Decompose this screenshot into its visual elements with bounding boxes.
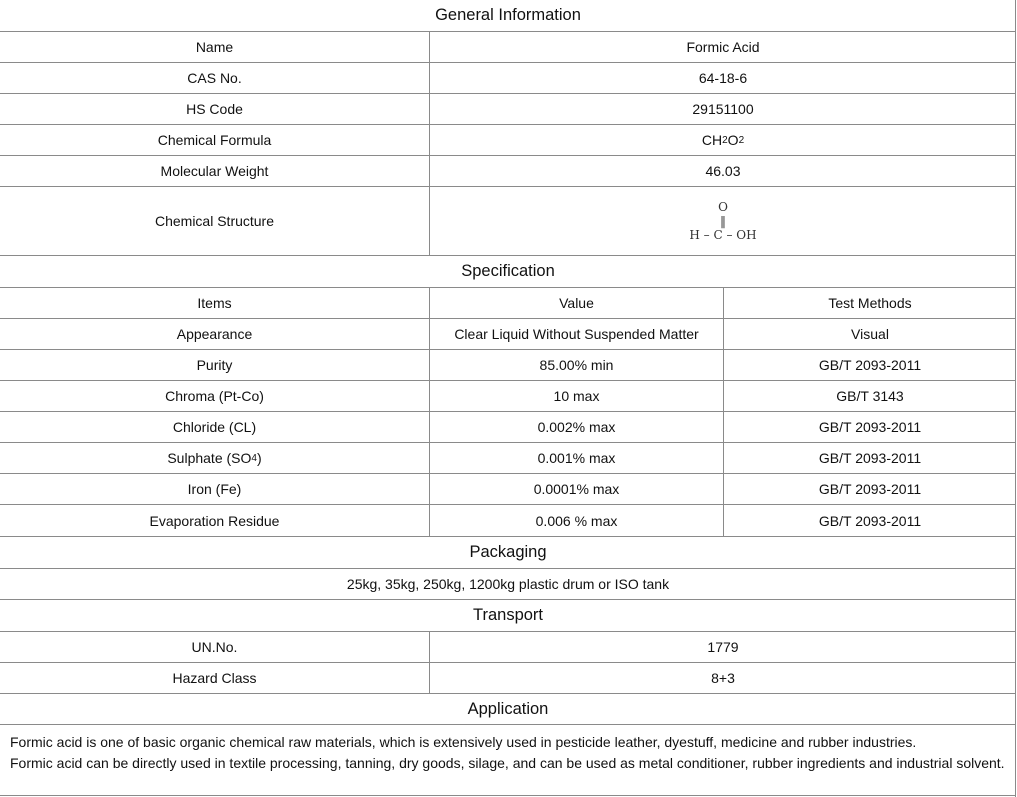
table-row (0, 474, 1016, 505)
spec-method: GB/T 2093-2011 (818, 512, 922, 529)
packaging-title: Packaging (469, 543, 547, 561)
mw-label: Molecular Weight (0, 156, 430, 186)
general-row (0, 156, 1016, 187)
spec-item-text: ) (256, 450, 262, 466)
spec-item-subscript: 4 (251, 452, 257, 464)
structure-label: Chemical Structure (0, 187, 430, 255)
hs-code-value: 29151100 (692, 101, 754, 117)
general-row (0, 94, 1016, 125)
spec-method: GB/T 2093-2011 (818, 357, 922, 373)
cas-label: CAS No. (0, 63, 430, 93)
table-row (0, 505, 1016, 537)
name-label: Name (0, 32, 430, 62)
spec-item: Chloride (CL) (0, 412, 430, 442)
spec-value: 85.00% min (430, 350, 724, 380)
packaging-header (0, 537, 1016, 569)
packaging-text: 25kg, 35kg, 250kg, 1200kg plastic drum or ISO tank (346, 576, 670, 592)
formula-subscript: 2 (722, 134, 728, 146)
items-header: Items (0, 288, 430, 318)
hazard-class-label: Hazard Class (0, 663, 430, 693)
spec-item: Appearance (0, 319, 430, 349)
structure-chain: H – C – OH (689, 228, 757, 242)
transport-title: Transport (473, 606, 543, 624)
formula-part: O (727, 132, 739, 148)
application-line: Formic acid is one of basic organic chemical raw materials, which is extensively used in pesticide leather, dyestuff, medicine and rubber industries. (10, 734, 917, 750)
transport-row (0, 663, 1016, 694)
formula-subscript: 2 (738, 134, 745, 146)
spec-value: 0.006 % max (430, 505, 724, 536)
formula-label: Chemical Formula (0, 125, 430, 155)
right-border (1015, 0, 1016, 797)
table-row (0, 412, 1016, 443)
spec-method: GB/T 2093-2011 (818, 481, 922, 497)
table-row (0, 350, 1016, 381)
transport-row (0, 632, 1016, 663)
bottom-border (0, 795, 1016, 796)
specification-header (0, 256, 1016, 288)
formula-value (430, 125, 1016, 155)
spec-column-headers (0, 288, 1016, 319)
hazard-class-value: 8+3 (711, 670, 735, 686)
specification-title: Specification (461, 262, 555, 280)
application-line: Formic acid can be directly used in textile processing, tanning, dry goods, silage, and can be used as metal conditioner, rubber ingredients and industrial solvent. (10, 755, 1005, 771)
structure-oxygen: O (718, 200, 728, 214)
value-header: Value (430, 288, 724, 318)
spec-method: GB/T 3143 (836, 388, 904, 404)
spec-value: 0.002% max (430, 412, 724, 442)
spec-method: GB/T 2093-2011 (818, 450, 922, 466)
spec-item: Evaporation Residue (0, 505, 430, 536)
spec-item: Purity (0, 350, 430, 380)
spec-item-text: Sulphate (SO (167, 450, 252, 466)
formula-part: CH (701, 132, 723, 148)
spec-method: GB/T 2093-2011 (818, 419, 922, 435)
spec-method: Visual (851, 326, 889, 342)
application-text (0, 725, 1016, 774)
hs-code-label: HS Code (0, 94, 430, 124)
spec-item: Iron (Fe) (0, 474, 430, 504)
chemical-structure-image (430, 187, 1016, 255)
general-row (0, 125, 1016, 156)
un-no-label: UN.No. (0, 632, 430, 662)
table-row (0, 443, 1016, 474)
general-row (0, 187, 1016, 256)
mw-value: 46.03 (705, 163, 741, 179)
spec-value: 10 max (430, 381, 724, 411)
spec-value: 0.001% max (430, 443, 724, 473)
application-header (0, 694, 1016, 725)
table-row (0, 381, 1016, 412)
general-info-title: General Information (435, 6, 581, 24)
cas-value: 64-18-6 (698, 70, 748, 86)
structure-double-bond: ‖ (720, 214, 726, 228)
spec-value: 0.0001% max (430, 474, 724, 504)
general-row (0, 32, 1016, 63)
general-info-header (0, 0, 1016, 32)
general-row (0, 63, 1016, 94)
spec-value: Clear Liquid Without Suspended Matter (430, 319, 724, 349)
table-row (0, 319, 1016, 350)
transport-header (0, 600, 1016, 632)
spec-item (0, 443, 430, 473)
spec-item: Chroma (Pt-Co) (0, 381, 430, 411)
un-no-value: 1779 (707, 639, 739, 655)
test-methods-header: Test Methods (828, 295, 912, 311)
application-title: Application (467, 699, 549, 718)
name-value: Formic Acid (686, 39, 760, 55)
packaging-row (0, 569, 1016, 600)
